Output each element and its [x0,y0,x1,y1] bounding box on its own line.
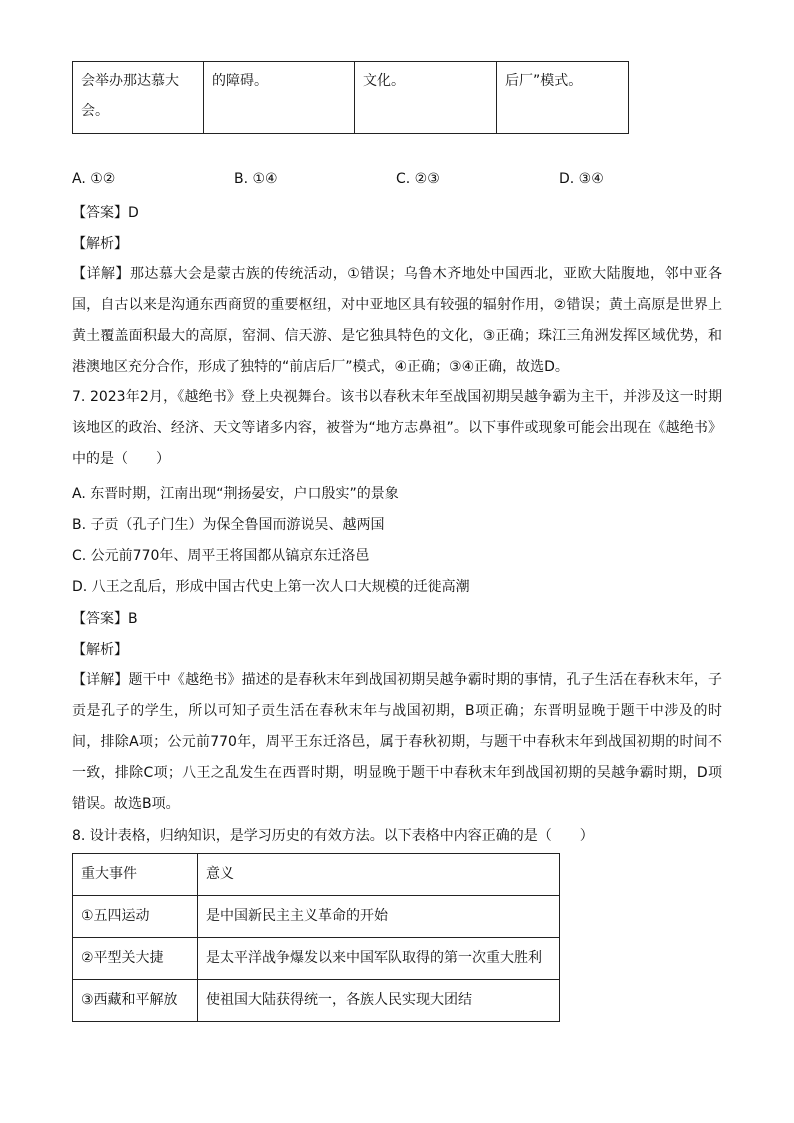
q7-option-d: D. 八王之乱后，形成中国古代史上第一次人口大规模的迁徙高潮 [72,579,470,595]
q7-analysis-label: 【解析】 [72,642,128,658]
table-header-cell: 重大事件 [73,854,198,896]
table-cell: 是太平洋战争爆发以来中国军队取得的第一次重大胜利 [198,938,560,980]
option-a: A. ①② [72,171,116,187]
table-cell: ②平型关大捷 [73,938,198,980]
option-c: C. ②③ [396,171,440,187]
table-cell: 会举办那达慕大会。 [73,62,204,134]
table-cell: 是中国新民主主义革命的开始 [198,896,560,938]
table-header-row [73,854,560,896]
table-cell: 后厂”模式。 [497,62,629,134]
table-cell: ①五四运动 [73,896,198,938]
q6-detail: 【详解】那达慕大会是蒙古族的传统活动，①错误；乌鲁木齐地处中国西北，亚欧大陆腹地，邻中亚各国，自古以来是沟通东西商贸的重要枢纽，对中亚地区具有较强的辐射作用，②错误；黄土高原是世界上黄土覆盖面积最大的高原，窑洞、信天游、是它独具特色的文化，③正确；珠江三角洲发挥区域优势，和港澳地区充分合作，形成了独特的“前店后厂”模式，④正确；③④正确，故选D。 [72,266,722,375]
q7-stem: 7. 2023年2月，《越绝书》登上央视舞台。该书以春秋末年至战国初期吴越争霸为主干，并涉及这一时期该地区的政治、经济、天文等诸多内容，被誉为“地方志鼻祖”。以下事件或现象可能会出现在《越绝书》中的是（ ） [72,389,722,467]
q8-table [72,853,560,1022]
table-cell: 使祖国大陆获得统一，各族人民实现大团结 [198,980,560,1022]
q6-answer: 【答案】D [72,205,139,221]
table-cell: ③西藏和平解放 [73,980,198,1022]
q8-stem: 8. 设计表格，归纳知识，是学习历史的有效方法。以下表格中内容正确的是（ ） [72,828,594,844]
q7-option-b: B. 子贡（孔子门生）为保全鲁国而游说吴、越两国 [72,517,385,533]
option-b: B. ①④ [234,171,278,187]
q6-options [72,171,732,193]
q6-analysis-label: 【解析】 [72,236,128,252]
table-cell: 的障碍。 [204,62,355,134]
table-cell: 文化。 [355,62,497,134]
table-header-cell: 意义 [198,854,560,896]
table-row [73,62,629,134]
q7-detail: 【详解】题干中《越绝书》描述的是春秋末年到战国初期吴越争霸时期的事情，孔子生活在春秋末年，子贡是孔子的学生，所以可知子贡生活在春秋末年与战国初期，B项正确；东晋明显晚于题干中涉及的时间，排除A项；公元前770年，周平王东迁洛邑，属于春秋初期，与题干中春秋末年到战国初期的时间不一致，排除C项；八王之乱发生在西晋时期，明显晚于题干中春秋末年到战国初期的吴越争霸时期，D项错误。故选B项。 [72,672,722,812]
table-row [73,980,560,1022]
q7-answer: 【答案】B [72,611,138,627]
option-d: D. ③④ [559,171,604,187]
q7-option-a: A. 东晋时期，江南出现“荆扬晏安，户口殷实”的景象 [72,486,399,502]
q7-option-c: C. 公元前770年、周平王将国都从镐京东迁洛邑 [72,548,370,564]
q6-options-table-fragment [72,61,629,134]
table-row [73,938,560,980]
table-row [73,896,560,938]
